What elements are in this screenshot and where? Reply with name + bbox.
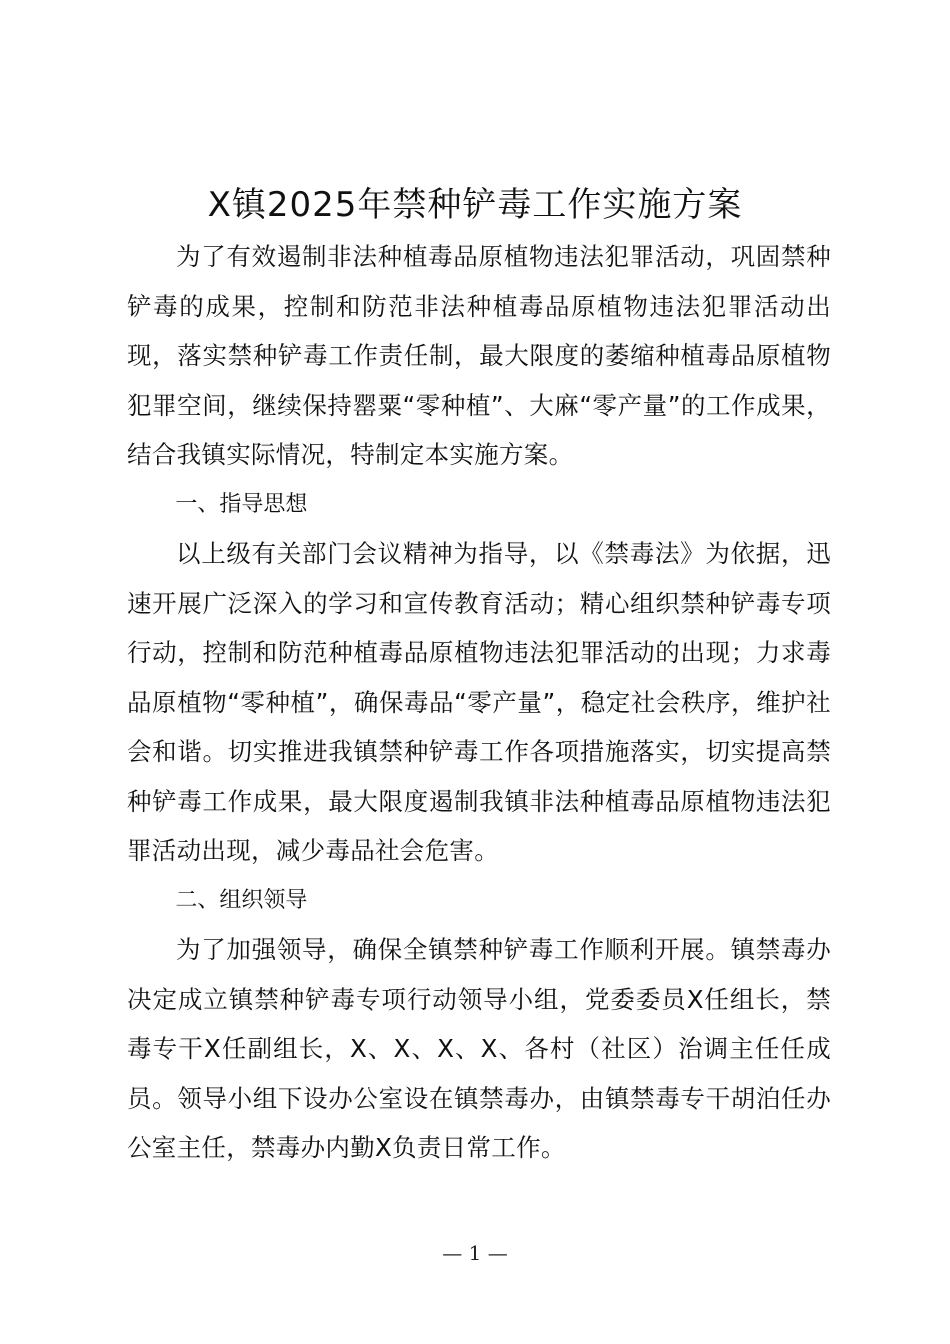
intro-paragraph: 为了有效遏制非法种植毒品原植物违法犯罪活动，巩固禁种铲毒的成果，控制和防范非法种植毒品原植物违法犯罪活动出现，落实禁种铲毒工作责任制，最大限度的萎缩种植毒品原植物犯罪空间，继续保持罂粟“零种植”、大麻“零产量”的工作成果，结合我镇实际情况，特制定本实施方案。 [127, 242, 831, 469]
section-heading-guiding-ideology: 一、指导思想 [175, 491, 308, 517]
section-paragraph-organization: 为了加强领导，确保全镇禁种铲毒工作顺利开展。镇禁毒办决定成立镇禁种铲毒专项行动领导小组，党委委员X任组长，禁毒专干X任副组长，X、X、X、X、各村（社区）治调主任任成员。领导小组下设办公室设在镇禁毒办，由镇禁毒专干胡泊任办公室主任，禁毒办内勤X负责日常工作。 [127, 935, 831, 1162]
document-body [127, 232, 831, 1173]
page-number: — 1 — [442, 1241, 508, 1265]
document-title: X镇2025年禁种铲毒工作实施方案 [207, 185, 743, 225]
section-heading-organization: 二、组织领导 [175, 887, 308, 913]
section-paragraph-guiding-ideology: 以上级有关部门会议精神为指导，以《禁毒法》为依据，迅速开展广泛深入的学习和宣传教育活动；精心组织禁种铲毒专项行动，控制和防范种植毒品原植物违法犯罪活动的出现；力求毒品原植物“零种植”，确保毒品“零产量”，稳定社会秩序，维护社会和谐。切实推进我镇禁种铲毒工作各项措施落实，切实提高禁种铲毒工作成果，最大限度遏制我镇非法种植毒品原植物违法犯罪活动出现，减少毒品社会危害。 [127, 539, 831, 865]
